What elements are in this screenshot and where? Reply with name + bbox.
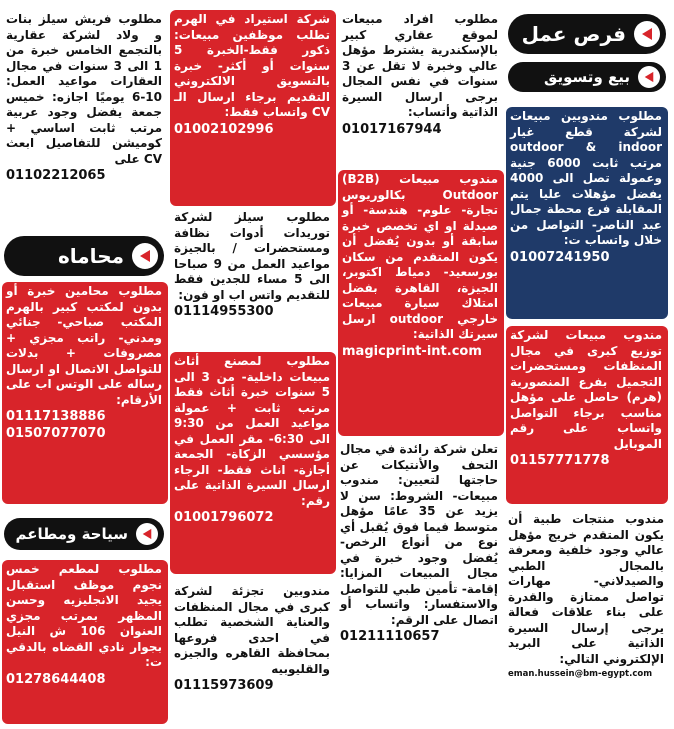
ad-phone: 01007241950	[510, 249, 610, 265]
ad-text: شركة استيراد في الهرم تطلب موظفين مبيعات: ذكور فقط-الخبرة 5 سنوات أو أكثر- خبرة بالتسويق الالكتروني التقديم برجاء ارسال الـ CV واتساب فقط:	[174, 12, 330, 119]
ad-phone: 01117138886	[6, 409, 106, 424]
ad-b2b-outdoor	[338, 170, 504, 436]
ad-phone: 01114955300	[174, 304, 274, 319]
ad-phone: 01211110657	[340, 629, 440, 644]
ad-text: مندوبين تجزئة لشركة كبرى في مجال المنظفات والعناية الشخصية تطلب في احدى فروعها بمحافظة القاهره والجيزه والقليوبيه	[174, 584, 330, 676]
ad-email: eman.hussein@bm-egypt.com	[508, 669, 653, 679]
sales-section-title: بيع وتسويق	[543, 68, 630, 86]
sales-section-banner	[508, 62, 666, 92]
ad-retail-reps	[170, 582, 336, 726]
tourism-section-banner	[4, 518, 164, 550]
play-arrow-icon	[136, 523, 158, 545]
ad-detergents-sales	[506, 326, 668, 504]
ad-text: مطلوب مندوبين مبيعات لشركة قطع غيار outdoor & indoor مرتب ثابت 6000 جنية وعمولة تصل الى 4000 يفضل مؤهلات عليا يتم المقابلة فرع محطة جمال عبد الناصر- التواصل من خلال واتساب ت:	[510, 109, 662, 247]
ad-import-company	[170, 10, 336, 206]
ad-text: مطلوب فريش سيلز بنات و ولاد لشركة عقارية بالتجمع الخامس خبرة من 1 الى 3 سنوات في مجال العقارات مواعيد العمل: 10-6 يوميًا اجازه: خميس جمعة يفضل وجود عربية مرتب ثابت اساسي + كوميشن للتفاصيل ابعث CV على	[6, 12, 162, 166]
ad-website: magicprint-int.com	[342, 343, 482, 359]
ad-text: مطلوب سيلز لشركة توريدات أدوات نظافة ومستحضرات / بالجيزة مواعيد العمل من 9 صباحا الى 5 مساء للجدين فقط للتقديم واتس اب او فون:	[174, 210, 330, 302]
ad-furniture-factory	[170, 352, 336, 574]
ad-text: مطلوب لمصنع أثاث مبيعات داخلية- من 3 الى 5 سنوات خبرة أثاث فقط مرتب ثابت + عمولة مواعيد العمل من 9:30 الى 6:30- مقر العمل في مؤسسي الزكاة- الجمعة أجازة- اناث فقط- الرجاء ارسال السيرة الذاتية على رقم:	[174, 354, 330, 508]
ad-restaurant-reception	[2, 560, 168, 724]
jobs-section-title: فرص عمل	[521, 22, 626, 46]
ad-text: مندوب منتجات طبية أن يكون المتقدم خريج مؤهل عالي وجود خلفية ومعرفة بالمجال الطبي والصيدلاني- مهارات تواصل ممتازة والقدرة على بناء علاقات فعالة يرجى إرسال السيرة الذاتية على البريد الإلكتروني التالي:	[508, 512, 664, 666]
lawyer-section-title: محاماه	[57, 244, 124, 268]
lawyer-section-banner	[4, 236, 164, 276]
ad-phone: 01278644408	[6, 671, 106, 687]
ad-phone: 01102212065	[6, 168, 106, 183]
tourism-section-title: سياحة ومطاعم	[15, 525, 128, 543]
play-arrow-icon	[638, 66, 660, 88]
play-arrow-icon	[634, 21, 660, 47]
ad-spare-parts-sales	[506, 107, 668, 319]
ad-medical-products	[504, 510, 670, 724]
ad-fresh-sales	[2, 10, 168, 232]
ad-phone: 01001796072	[174, 510, 274, 525]
ad-cleaning-supplies	[170, 208, 336, 348]
ad-alex-real-estate	[338, 10, 504, 168]
jobs-section-banner	[508, 14, 666, 54]
ad-phone: 01002102996	[174, 121, 274, 137]
ad-phone-2: 01507077070	[6, 425, 106, 441]
play-arrow-icon	[132, 243, 158, 269]
ad-text: مطلوب افراد مبيعات لموقع عقاري كبير بالإسكندرية يشترط مؤهل عالي وخبرة لا تقل عن 3 سنوات في نفس المجال برجى ارسال السيرة الذاتية وأتساب:	[342, 12, 498, 119]
ad-phone: 01017167944	[342, 121, 442, 137]
ad-phone: 01157771778	[510, 453, 610, 468]
ad-antiques-sales	[336, 440, 504, 726]
ad-text: تعلن شركة رائدة في مجال التحف والأنتيكات عن حاجتها لتعيين: مندوب مبيعات- الشروط: سن لا يزيد عن 35 عامًا مؤهل متوسط فيما فوق يُقبل أي نوع من أنواع الرخص- يُفضل وجود خبرة في مجال المبيعات المزايا: إقامة- تأمين طبي للتواصل والاستفسار: واتساب أو اتصال على الرقم:	[340, 442, 499, 627]
ad-lawyers	[2, 282, 168, 504]
ad-text: مندوب مبيعات لشركة توزيع كبرى في مجال المنظفات ومستحضرات التجميل بفرع المنصورية (هرم) حاصل على مؤهل مناسب برجاء التواصل واتساب على رقم الموبايل	[510, 328, 662, 451]
ad-text: مطلوب لمطعم خمس نجوم موظف استقبال يجيد الانجليزيه وحسن المظهر بمرتب مجزي العنوان 106 ش النيل بجوار نادي القضاه بالدقي ت:	[6, 562, 162, 669]
ad-text: مندوب مبيعات (B2B) Outdoor بكالوريوس تجارة- علوم- هندسة- أو صيدلة او اي تخصص خبرة سابقة أو بدون يُفضل أن يكون المتقدم من سكان بورسعيد- دمياط اكتوبر، الجيزة، القاهرة بفضل امتلاك سيارة مبيعات خارجي outdoor ارسل سيرتك الذاتية:	[342, 172, 498, 341]
ad-text: مطلوب محامين خبرة أو بدون لمكتب كبير بالهرم المكتب صباحي- جنائي ومدني- راتب مجزي + مصروفات + بدلات للتواصل الاتصال او ارسال رساله على الوتس اب على الأرقام:	[6, 284, 162, 407]
ad-phone: 01115973609	[174, 678, 274, 693]
